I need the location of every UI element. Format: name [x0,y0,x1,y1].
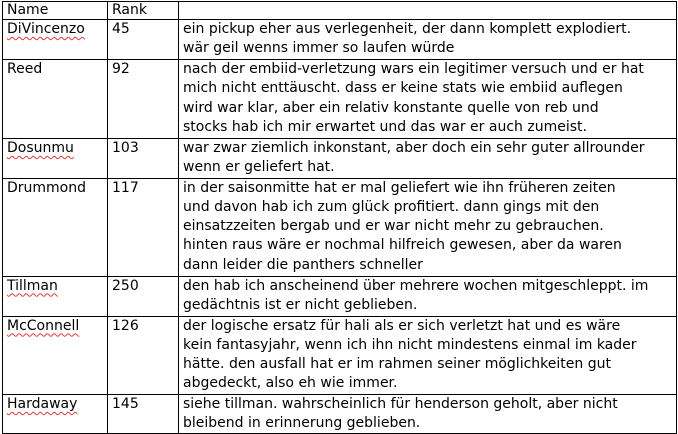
rank-cell: 103 [108,139,179,179]
player-name: Reed [7,61,43,77]
header-rank: Rank [108,2,179,20]
comment-line: nach der embiid-verletzung wars ein legitimer versuch und er hat [183,61,644,77]
player-name: DiVincenzo [7,21,85,37]
comment-line: gedächtnis ist er nicht geblieben. [183,296,418,313]
rank-cell: 250 [108,276,179,316]
comment-line: der logische ersatz für hali als er sich verletzt hat und es wäre [183,317,621,334]
comment-line: siehe tillman. wahrscheinlich für henderson geholt, aber nicht [183,395,618,412]
table-row [3,139,677,179]
player-name-cell [3,139,108,179]
comment-line: stocks hab ich mir erwartet und das war er auch zumeist. [183,118,587,135]
player-name-cell [3,276,108,316]
table-row [3,316,677,394]
comment-line: war zwar ziemlich inkonstant, aber doch ein sehr guter allrounder [183,140,645,156]
player-name: Hardaway [7,395,78,412]
player-name: Dosunmu [7,140,74,156]
comment-line: und davon hab ich zum glück profitiert. dann gings mit den [183,198,600,215]
comment-cell [179,178,677,276]
table-row [3,60,677,139]
rank-cell: 92 [108,60,179,139]
header-comment [179,2,677,20]
comment-line: mich nicht enttäuscht. dass er keine stats wie embiid auflegen [183,80,623,97]
comment-line: bleibend in erinnerung geblieben. [183,415,421,432]
comment-line: dann leider die panthers schneller [183,256,423,273]
table-row [3,178,677,276]
comment-line: hätte. den ausfall hat er im rahmen seiner möglichkeiten gut [183,356,611,373]
table-row [3,276,677,316]
comment-line: wird war klar, aber ein relativ konstante quelle von reb und [183,99,599,116]
header-name: Name [3,2,108,20]
player-name-cell [3,178,108,276]
player-name: Drummond [7,179,87,196]
rank-cell: 45 [108,20,179,60]
comment-line: kein fantasyjahr, wenn ich ihn nicht mindestens einmal im kader [183,336,637,353]
player-name-cell [3,60,108,139]
comment-line: hinten raus wäre er nochmal hilfreich gewesen, aber da waren [183,237,622,254]
comment-line: einsatzzeiten bergab und er war nicht mehr zu gebrauchen. [183,218,604,235]
comment-line: in der saisonmitte hat er mal geliefert wie ihn früheren zeiten [183,179,616,196]
comment-cell [179,139,677,179]
player-name: McConnell [7,317,80,334]
table-row [3,20,677,60]
comment-line: den hab ich anscheinend über mehrere wochen mitgeschleppt. im [183,277,649,294]
player-name: Tillman [7,277,58,294]
comment-cell [179,60,677,139]
comment-line: wenn er geliefert hat. [183,159,335,176]
rank-cell: 126 [108,316,179,394]
comment-cell [179,20,677,60]
player-name-cell [3,316,108,394]
player-review-table [2,1,677,434]
table-header-row [3,2,677,20]
rank-cell: 117 [108,178,179,276]
player-name-cell [3,20,108,60]
comment-line: wär geil wenns immer so laufen würde [183,40,455,57]
comment-cell [179,316,677,394]
comment-line: ein pickup eher aus verlegenheit, der dann komplett explodiert. [183,21,632,37]
rank-cell: 145 [108,394,179,434]
comment-line: abgedeckt, also eh wie immer. [183,375,398,392]
comment-cell [179,276,677,316]
